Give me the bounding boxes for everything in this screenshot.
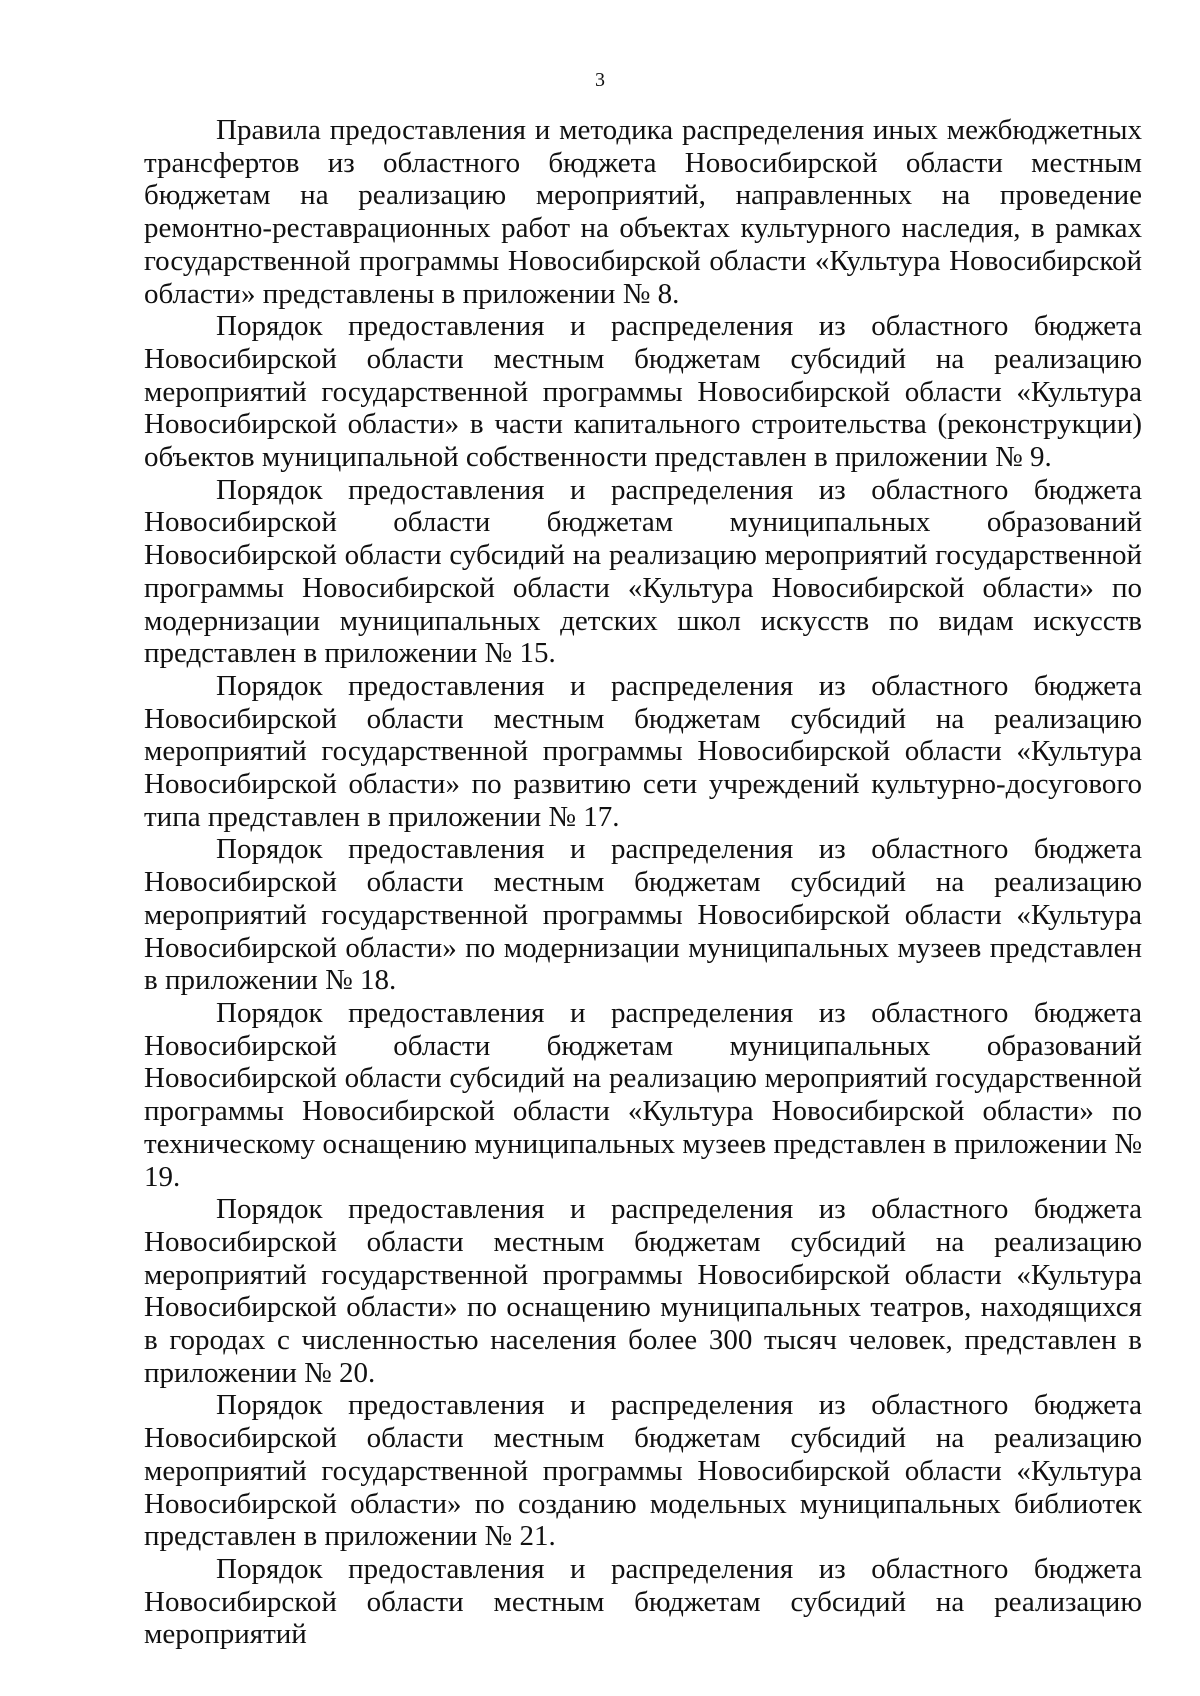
paragraph-appendix-18: Порядок предоставления и распределения из областного бюджета Новосибирской области местным бюджетам субсидий на реализацию мероприятий государственной программы Новосибирской области «Культура Новосибирской области» по модернизации муниципальных музеев представлен в приложении № 18. bbox=[144, 833, 1142, 997]
paragraph-appendix-15: Порядок предоставления и распределения из областного бюджета Новосибирской области бюджетам муниципальных образований Новосибирской области субсидий на реализацию мероприятий государственной программы Новосибирской области «Культура Новосибирской области» по модернизации муниципальных детских школ искусств по видам искусств представлен в приложении № 15. bbox=[144, 473, 1142, 670]
paragraph-appendix-17: Порядок предоставления и распределения из областного бюджета Новосибирской области местным бюджетам субсидий на реализацию мероприятий государственной программы Новосибирской области «Культура Новосибирской области» по развитию сети учреждений культурно-досугового типа представлен в приложении № 17. bbox=[144, 669, 1142, 833]
paragraph-appendix-21: Порядок предоставления и распределения из областного бюджета Новосибирской области местным бюджетам субсидий на реализацию мероприятий государственной программы Новосибирской области «Культура Новосибирской области» по созданию модельных муниципальных библиотек представлен в приложении № 21. bbox=[144, 1389, 1142, 1553]
document-body bbox=[144, 114, 1142, 1651]
paragraph-appendix-9: Порядок предоставления и распределения из областного бюджета Новосибирской области местным бюджетам субсидий на реализацию мероприятий государственной программы Новосибирской области «Культура Новосибирской области» в части капитального строительства (реконструкции) объектов муниципальной собственности представлен в приложении № 9. bbox=[144, 310, 1142, 474]
paragraph-appendix-8: Правила предоставления и методика распределения иных межбюджетных трансфертов из областного бюджета Новосибирской области местным бюджетам на реализацию мероприятий, направленных на проведение ремонтно-реставрационных работ на объектах культурного наследия, в рамках государственной программы Новосибирской области «Культура Новосибирской области» представлены в приложении № 8. bbox=[144, 114, 1142, 310]
page-number: 3 bbox=[595, 69, 605, 91]
paragraph-appendix-19: Порядок предоставления и распределения из областного бюджета Новосибирской области бюджетам муниципальных образований Новосибирской области субсидий на реализацию мероприятий государственной программы Новосибирской области «Культура Новосибирской области» по техническому оснащению муниципальных музеев представлен в приложении № 19. bbox=[144, 996, 1142, 1193]
paragraph-appendix-20: Порядок предоставления и распределения из областного бюджета Новосибирской области местным бюджетам субсидий на реализацию мероприятий государственной программы Новосибирской области «Культура Новосибирской области» по оснащению муниципальных театров, находящихся в городах с численностью населения более 300 тысяч человек, представлен в приложении № 20. bbox=[144, 1193, 1142, 1389]
paragraph-continued: Порядок предоставления и распределения из областного бюджета Новосибирской области местным бюджетам субсидий на реализацию мероприятий bbox=[144, 1552, 1142, 1651]
